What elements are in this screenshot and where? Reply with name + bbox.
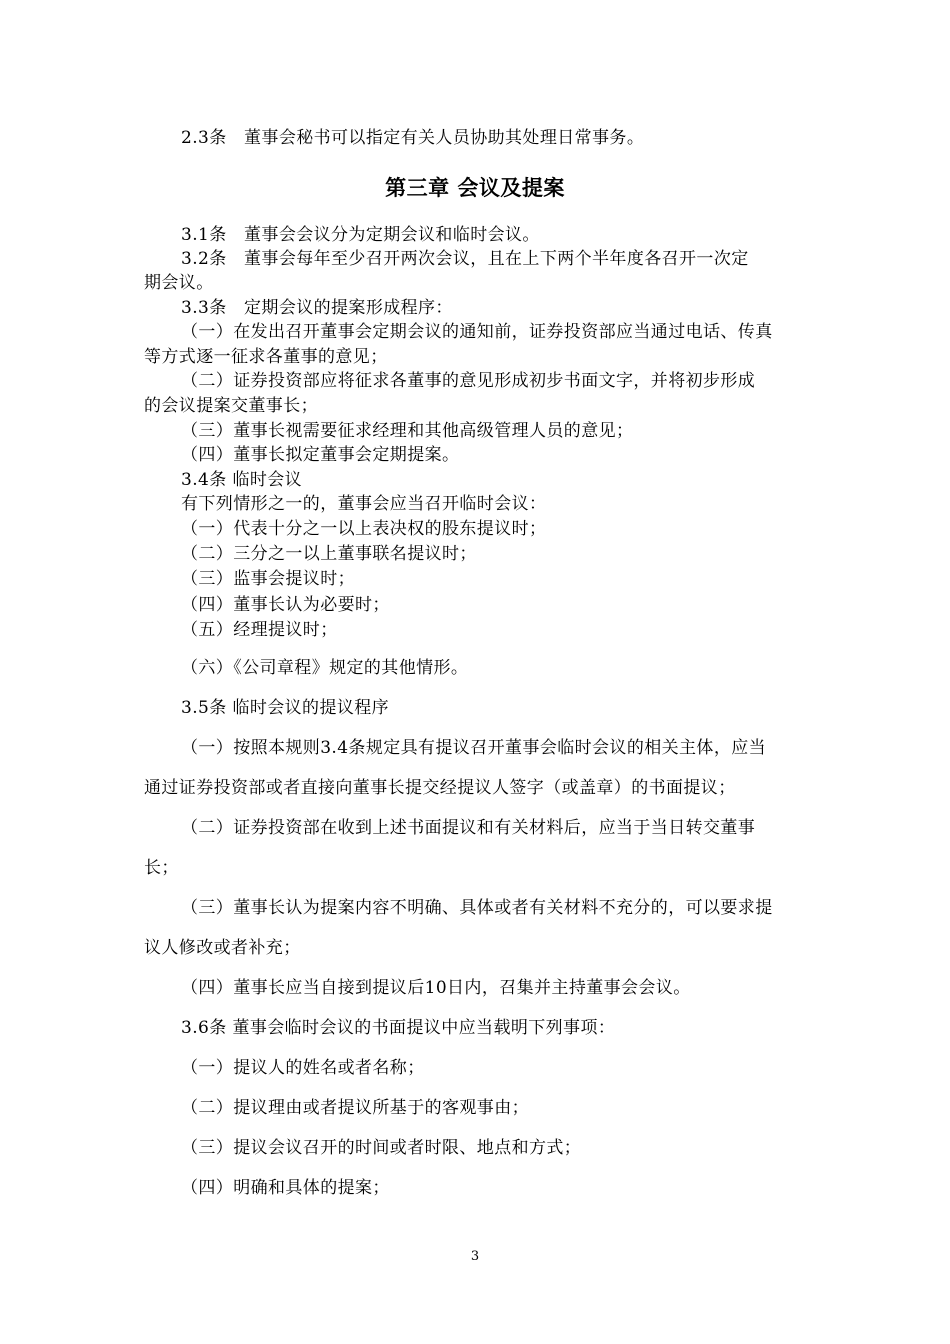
article-3-4: 3.4条 临时会议 xyxy=(181,470,303,490)
article-3-4-intro: 有下列情形之一的，董事会应当召开临时会议： xyxy=(181,494,547,514)
article-3-6-item-4: （四）明确和具体的提案； xyxy=(181,1178,390,1198)
article-3-6-item-3: （三）提议会议召开的时间或者时限、地点和方式； xyxy=(181,1138,582,1158)
article-3-2: 3.2条 董事会每年至少召开两次会议，且在上下两个半年度各召开一次定 xyxy=(181,249,749,269)
article-3-5-item-4: （四）董事长应当自接到提议后10日内，召集并主持董事会会议。 xyxy=(181,978,691,998)
article-3-4-item-1: （一）代表十分之一以上表决权的股东提议时； xyxy=(181,519,547,539)
article-3-5-item-2: （二）证券投资部在收到上述书面提议和有关材料后，应当于当日转交董事 xyxy=(181,818,756,838)
article-3-5-item-1: （一）按照本规则3.4条规定具有提议召开董事会临时会议的相关主体，应当 xyxy=(181,738,767,758)
article-3-6-item-1: （一）提议人的姓名或者名称； xyxy=(181,1058,425,1078)
article-3-3-item-1-cont: 等方式逐一征求各董事的意见； xyxy=(144,347,388,367)
article-3-3: 3.3条 定期会议的提案形成程序： xyxy=(181,298,453,318)
article-3-3-item-4: （四）董事长拟定董事会定期提案。 xyxy=(181,445,460,465)
chapter-heading: 第三章 会议及提案 xyxy=(385,175,565,200)
article-3-5-item-3: （三）董事长认为提案内容不明确、具体或者有关材料不充分的，可以要求提 xyxy=(181,898,773,918)
article-3-3-item-1: （一）在发出召开董事会定期会议的通知前，证券投资部应当通过电话、传真 xyxy=(181,322,773,342)
article-3-3-item-2-cont: 的会议提案交董事长； xyxy=(144,396,318,416)
article-3-3-item-2: （二）证券投资部应将征求各董事的意见形成初步书面文字，并将初步形成 xyxy=(181,371,756,391)
article-3-4-item-3: （三）监事会提议时； xyxy=(181,569,355,589)
article-2-3: 2.3条 董事会秘书可以指定有关人员协助其处理日常事务。 xyxy=(181,128,645,148)
article-3-1: 3.1条 董事会会议分为定期会议和临时会议。 xyxy=(181,225,540,245)
article-3-5-item-3-cont: 议人修改或者补充； xyxy=(144,938,301,958)
article-3-6-item-2: （二）提议理由或者提议所基于的客观事由； xyxy=(181,1098,529,1118)
article-3-5: 3.5条 临时会议的提议程序 xyxy=(181,698,390,718)
article-3-4-item-4: （四）董事长认为必要时； xyxy=(181,595,390,615)
article-3-4-item-6: （六）《公司章程》规定的其他情形。 xyxy=(181,658,469,678)
article-3-5-item-2-cont: 长； xyxy=(144,858,179,878)
article-3-6: 3.6条 董事会临时会议的书面提议中应当载明下列事项： xyxy=(181,1018,616,1038)
article-3-5-item-1-cont: 通过证券投资部或者直接向董事长提交经提议人签字（或盖章）的书面提议； xyxy=(144,778,736,798)
page-number: 3 xyxy=(470,1249,480,1264)
article-3-4-item-2: （二）三分之一以上董事联名提议时； xyxy=(181,544,477,564)
article-3-4-item-5: （五）经理提议时； xyxy=(181,620,338,640)
article-3-3-item-3: （三）董事长视需要征求经理和其他高级管理人员的意见； xyxy=(181,421,634,441)
article-3-2-cont: 期会议。 xyxy=(144,273,214,293)
